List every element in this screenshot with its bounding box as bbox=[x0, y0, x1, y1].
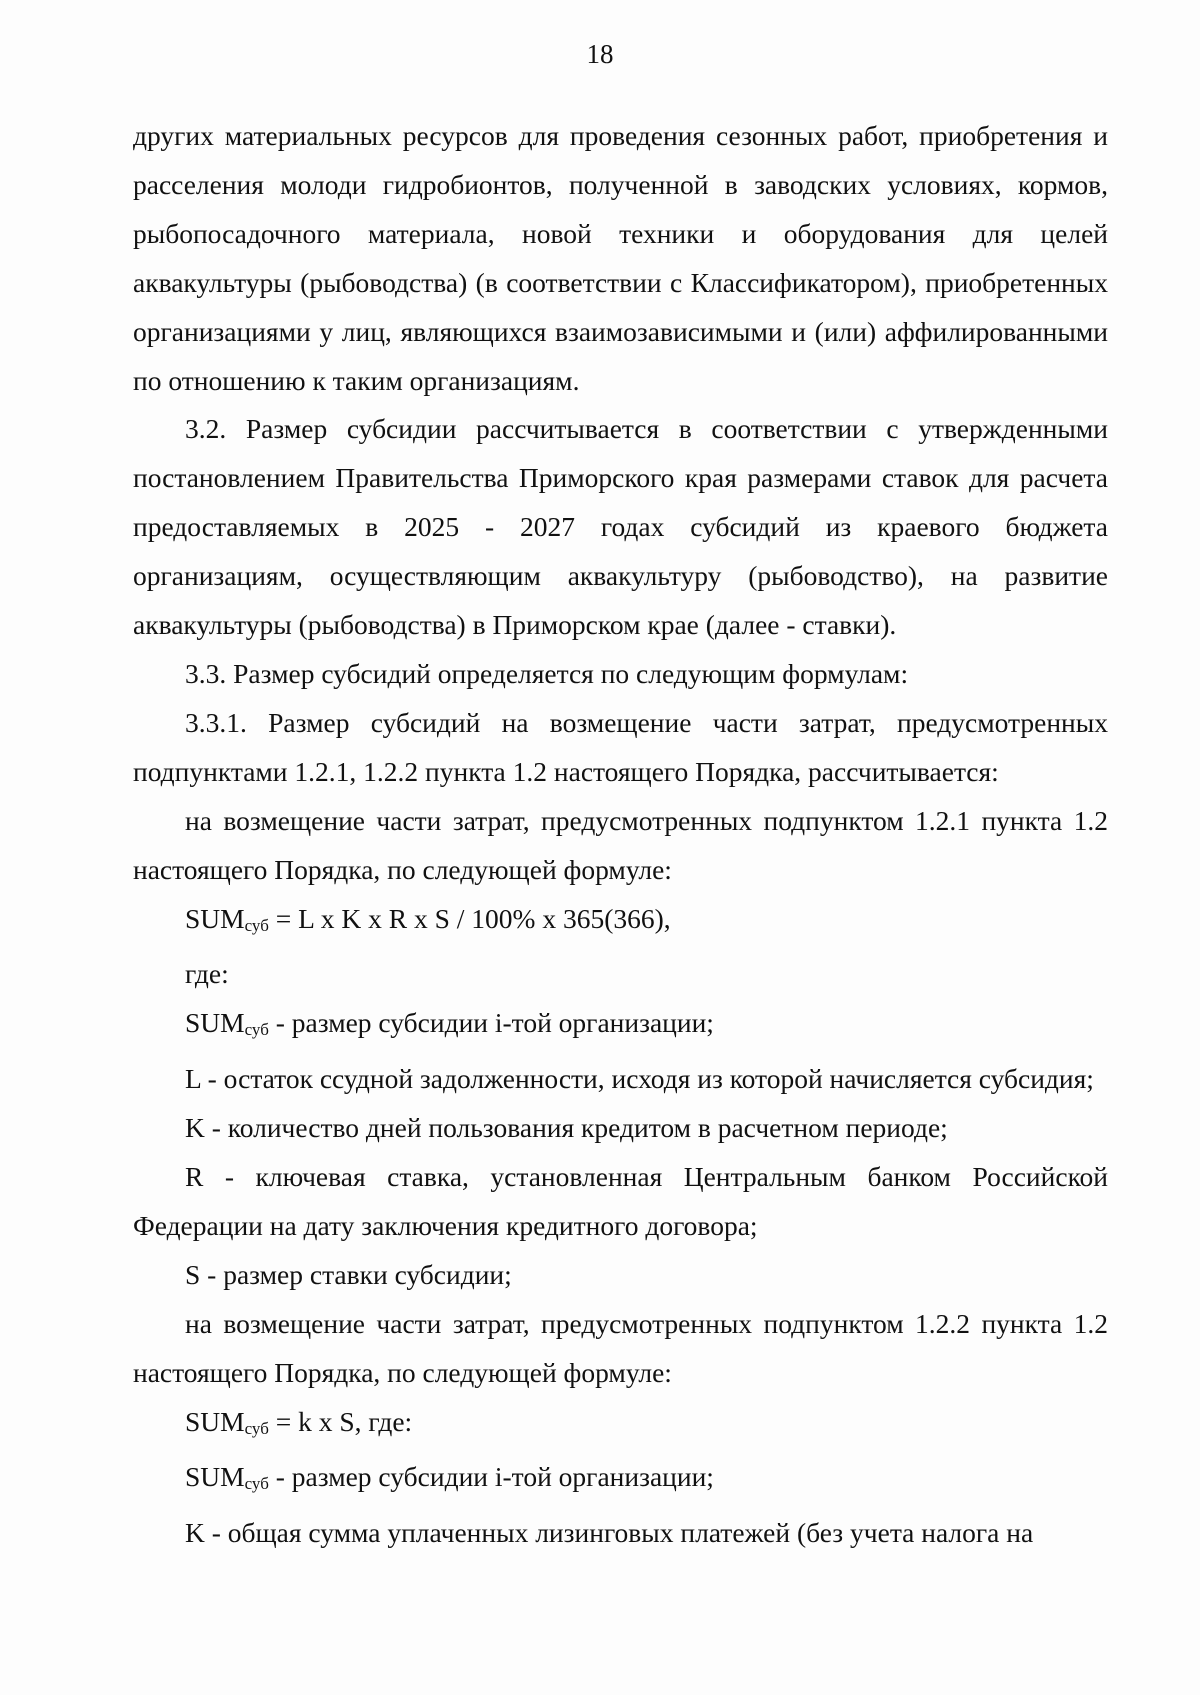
formula-2-subscript: суб bbox=[244, 1418, 269, 1438]
definition-sum-2-subscript: суб bbox=[244, 1474, 269, 1494]
definition-s: S - размер ставки субсидии; bbox=[185, 1258, 512, 1290]
paragraph-3-2: 3.2. Размер субсидии рассчитывается в соответствии с утвержденными постановлением Правительства Приморского края размерами ставок для расчета предоставляемых в 2025 - 2027 годах субсидий из краевого бюджета организациям, осуществляющим аквакультуру (рыбоводство), на развитие аквакультуры (рыбоводства) в Приморском крае (далее - ставки). bbox=[133, 413, 1108, 641]
formula-2-rest: = k x S, где: bbox=[268, 1405, 413, 1437]
definition-k-leasing: K - общая сумма уплаченных лизинговых платежей (без учета налога на bbox=[185, 1517, 1034, 1549]
formula-1-rest: = L x K x R x S / 100% x 365(366), bbox=[268, 902, 671, 934]
formula-1-base: SUM bbox=[185, 902, 245, 934]
formula-1-subscript: суб bbox=[244, 915, 269, 935]
definition-l: L - остаток ссудной задолженности, исходя из которой начисляется субсидия; bbox=[185, 1063, 1094, 1095]
paragraph-continuation: других материальных ресурсов для проведения сезонных работ, приобретения и расселения молоди гидробионтов, полученной в заводских условиях, кормов, рыбопосадочного материала, новой техники и оборудования для целей аквакультуры (рыбоводства) (в соответствии с Классификатором), приобретенных организациями у лиц, являющихся взаимозависимыми и (или) аффилированными по отношению к таким организациям. bbox=[133, 120, 1108, 396]
definition-sum-2-rest: - размер субсидии i-той организации; bbox=[268, 1461, 714, 1493]
definition-r: R - ключевая ставка, установленная Центральным банком Российской Федерации на дату заключения кредитного договора; bbox=[133, 1161, 1108, 1241]
paragraph-1-2-2-intro: на возмещение части затрат, предусмотренных подпунктом 1.2.2 пункта 1.2 настоящего Порядка, по следующей формуле: bbox=[133, 1307, 1108, 1388]
document-body bbox=[133, 112, 1108, 1558]
paragraph-3-3: 3.3. Размер субсидий определяется по следующим формулам: bbox=[185, 657, 909, 689]
where-label: где: bbox=[185, 958, 229, 990]
definition-sum-1-subscript: суб bbox=[244, 1020, 269, 1040]
formula-2 bbox=[133, 1398, 1108, 1454]
page-number: 18 bbox=[586, 39, 614, 69]
definition-sum-1-rest: - размер субсидии i-той организации; bbox=[268, 1007, 714, 1039]
formula-2-base: SUM bbox=[185, 1405, 245, 1437]
definition-sum-2-base: SUM bbox=[185, 1461, 245, 1493]
definition-sum-2 bbox=[133, 1453, 1108, 1509]
paragraph-1-2-1-intro: на возмещение части затрат, предусмотренных подпунктом 1.2.1 пункта 1.2 настоящего Порядка, по следующей формуле: bbox=[133, 804, 1108, 885]
definition-sum-1 bbox=[133, 999, 1108, 1055]
paragraph-3-3-1: 3.3.1. Размер субсидий на возмещение части затрат, предусмотренных подпунктами 1.2.1, 1.2.2 пункта 1.2 настоящего Порядка, рассчитывается: bbox=[133, 706, 1108, 787]
definition-sum-1-base: SUM bbox=[185, 1007, 245, 1039]
formula-1 bbox=[133, 895, 1108, 951]
definition-k-days: K - количество дней пользования кредитом в расчетном периоде; bbox=[185, 1112, 948, 1144]
